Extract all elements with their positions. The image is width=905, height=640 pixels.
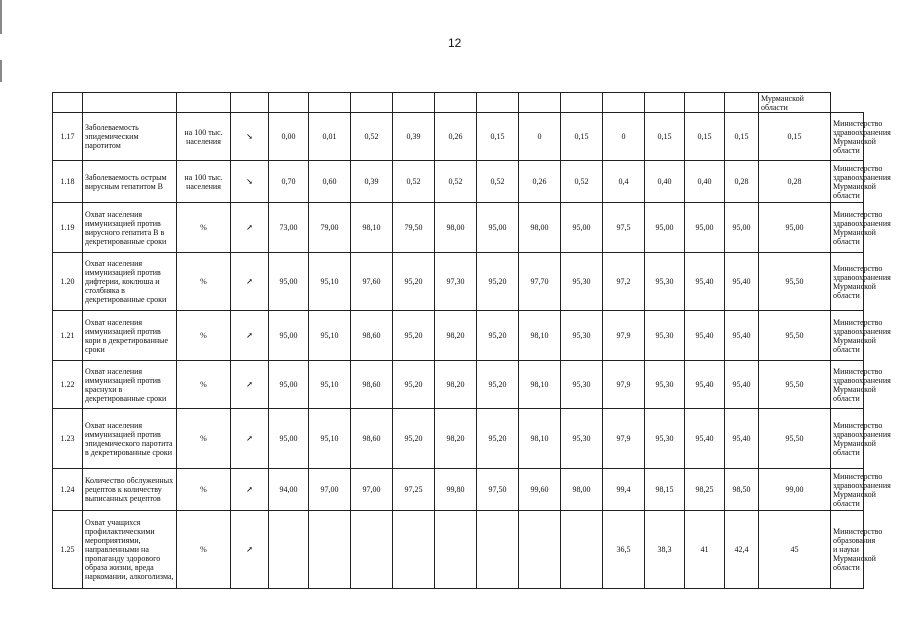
value-cell: 97,9 (603, 361, 645, 409)
value-cell: 98,10 (519, 311, 561, 361)
value-cell: 0,70 (269, 161, 309, 203)
value-cell: 98,60 (351, 361, 393, 409)
row-number-cell: 1.17 (53, 113, 83, 161)
value-cell: 98,20 (435, 311, 477, 361)
value-cell: 97,50 (477, 469, 519, 511)
value-cell: 95,30 (645, 361, 685, 409)
table-cell (477, 93, 519, 113)
value-cell: 0,4 (603, 161, 645, 203)
responsible-cell: Министерство здравоохранения Мурманской области (831, 253, 864, 311)
value-cell: 99,4 (603, 469, 645, 511)
responsible-cell: Мурманской области (759, 93, 831, 113)
table-row (53, 161, 864, 203)
value-cell: 0,15 (477, 113, 519, 161)
trend-arrow-icon: ↗ (231, 361, 269, 409)
value-cell: 0,00 (269, 113, 309, 161)
unit-cell: % (177, 203, 231, 253)
value-cell: 98,00 (561, 469, 603, 511)
row-number-cell: 1.18 (53, 161, 83, 203)
value-cell: 0,52 (561, 161, 603, 203)
indicator-name-cell: Охват населения иммунизацией против вирусного гепатита В в декретированные сроки (83, 203, 177, 253)
value-cell: 98,00 (435, 203, 477, 253)
table-cell (309, 93, 351, 113)
responsible-cell: Министерство здравоохранения Мурманской области (831, 409, 864, 469)
indicator-name-cell: Охват населения иммунизацией против дифтерии, коклюша и столбняка в декретированные сроки (83, 253, 177, 311)
value-cell: 0,28 (725, 161, 759, 203)
value-cell (435, 511, 477, 589)
value-cell: 98,10 (519, 361, 561, 409)
value-cell: 0,39 (393, 113, 435, 161)
value-cell: 95,20 (477, 409, 519, 469)
value-cell: 0,52 (477, 161, 519, 203)
value-cell: 95,00 (561, 203, 603, 253)
table-row (53, 253, 864, 311)
value-cell (519, 511, 561, 589)
value-cell: 0,60 (309, 161, 351, 203)
indicator-name-cell: Количество обслуженных рецептов к количеству выписанных рецептов (83, 469, 177, 511)
value-cell: 95,40 (725, 361, 759, 409)
value-cell: 98,10 (519, 409, 561, 469)
value-cell (351, 511, 393, 589)
value-cell: 98,10 (351, 203, 393, 253)
unit-cell: на 100 тыс. населения (177, 161, 231, 203)
value-cell: 79,50 (393, 203, 435, 253)
unit-cell: % (177, 311, 231, 361)
value-cell: 98,60 (351, 311, 393, 361)
value-cell: 95,20 (393, 311, 435, 361)
value-cell: 99,80 (435, 469, 477, 511)
responsible-cell: Министерство здравоохранения Мурманской области (831, 203, 864, 253)
unit-cell: % (177, 469, 231, 511)
indicators-table (52, 92, 891, 589)
row-number-cell: 1.19 (53, 203, 83, 253)
value-cell (309, 511, 351, 589)
value-cell: 95,10 (309, 361, 351, 409)
indicator-name-cell: Охват населения иммунизацией против эпидемического паротита в декретированные сроки (83, 409, 177, 469)
value-cell: 97,00 (351, 469, 393, 511)
value-cell: 0,26 (435, 113, 477, 161)
value-cell: 95,00 (269, 311, 309, 361)
responsible-cell: Министерство здравоохранения Мурманской области (831, 113, 864, 161)
responsible-cell: Министерство здравоохранения Мурманской области (831, 361, 864, 409)
value-cell (477, 511, 519, 589)
value-cell: 0,26 (519, 161, 561, 203)
table-row (53, 361, 864, 409)
value-cell: 41 (685, 511, 725, 589)
indicator-name-cell: Заболеваемость острым вирусным гепатитом В (83, 161, 177, 203)
table-cell (561, 93, 603, 113)
responsible-cell: Министерство здравоохранения Мурманской области (831, 311, 864, 361)
value-cell: 95,30 (561, 253, 603, 311)
value-cell: 98,20 (435, 409, 477, 469)
responsible-cell: Министерство образования и науки Мурманской области (831, 511, 864, 589)
value-cell: 97,30 (435, 253, 477, 311)
value-cell: 0,15 (561, 113, 603, 161)
value-cell: 98,60 (351, 409, 393, 469)
value-cell: 97,70 (519, 253, 561, 311)
table-row (53, 469, 864, 511)
responsible-cell: Министерство здравоохранения Мурманской области (831, 161, 864, 203)
indicator-name-cell: Заболеваемость эпидемическим паротитом (83, 113, 177, 161)
value-cell: 95,30 (561, 311, 603, 361)
unit-cell: % (177, 361, 231, 409)
value-cell: 95,00 (759, 203, 831, 253)
unit-cell: % (177, 511, 231, 589)
unit-cell: на 100 тыс. населения (177, 113, 231, 161)
value-cell: 97,60 (351, 253, 393, 311)
value-cell: 0,15 (759, 113, 831, 161)
trend-arrow-icon: ↗ (231, 409, 269, 469)
value-cell: 95,10 (309, 311, 351, 361)
value-cell: 95,40 (685, 361, 725, 409)
trend-arrow-icon: ↗ (231, 311, 269, 361)
scan-edge-mark-top (0, 0, 2, 34)
row-number-cell: 1.20 (53, 253, 83, 311)
value-cell: 95,40 (685, 311, 725, 361)
value-cell: 0,01 (309, 113, 351, 161)
indicator-name-cell: Охват населения иммунизацией против кори в декретированные сроки (83, 311, 177, 361)
value-cell: 97,9 (603, 409, 645, 469)
value-cell: 36,5 (603, 511, 645, 589)
value-cell: 99,00 (759, 469, 831, 511)
table-cell (231, 93, 269, 113)
table-header-row (53, 93, 864, 113)
row-number-cell: 1.22 (53, 361, 83, 409)
value-cell: 0,40 (645, 161, 685, 203)
value-cell: 0,52 (393, 161, 435, 203)
value-cell: 0,28 (759, 161, 831, 203)
value-cell: 95,30 (645, 253, 685, 311)
table-cell (603, 93, 645, 113)
table-row (53, 409, 864, 469)
table-cell (645, 93, 685, 113)
trend-arrow-icon: ↘ (231, 113, 269, 161)
value-cell: 99,60 (519, 469, 561, 511)
value-cell: 0,15 (645, 113, 685, 161)
value-cell: 0,15 (685, 113, 725, 161)
value-cell: 95,00 (725, 203, 759, 253)
value-cell: 95,20 (393, 409, 435, 469)
trend-arrow-icon: ↗ (231, 253, 269, 311)
table-cell (435, 93, 477, 113)
value-cell: 95,30 (561, 409, 603, 469)
value-cell: 97,25 (393, 469, 435, 511)
value-cell: 95,50 (759, 361, 831, 409)
value-cell (269, 511, 309, 589)
value-cell: 45 (759, 511, 831, 589)
table-cell (177, 93, 231, 113)
value-cell: 95,10 (309, 409, 351, 469)
value-cell: 95,00 (269, 409, 309, 469)
value-cell: 42,4 (725, 511, 759, 589)
page-number: 12 (448, 36, 462, 50)
value-cell: 0,52 (435, 161, 477, 203)
table-cell (269, 93, 309, 113)
table-row (53, 113, 864, 161)
value-cell: 95,40 (685, 409, 725, 469)
responsible-cell: Министерство здравоохранения Мурманской области (831, 469, 864, 511)
value-cell: 95,10 (309, 253, 351, 311)
scan-edge-mark-mid (0, 60, 2, 82)
value-cell: 38,3 (645, 511, 685, 589)
value-cell: 95,40 (725, 253, 759, 311)
table-cell (685, 93, 725, 113)
trend-arrow-icon: ↗ (231, 469, 269, 511)
value-cell: 95,30 (561, 361, 603, 409)
value-cell: 0,52 (351, 113, 393, 161)
value-cell: 0,39 (351, 161, 393, 203)
value-cell: 95,50 (759, 253, 831, 311)
trend-arrow-icon: ↗ (231, 203, 269, 253)
table-cell (519, 93, 561, 113)
table-row (53, 311, 864, 361)
row-number-cell: 1.25 (53, 511, 83, 589)
unit-cell: % (177, 253, 231, 311)
value-cell: 95,40 (685, 253, 725, 311)
value-cell: 95,20 (477, 311, 519, 361)
table-cell (53, 93, 83, 113)
unit-cell: % (177, 409, 231, 469)
value-cell: 79,00 (309, 203, 351, 253)
value-cell: 95,20 (393, 361, 435, 409)
value-cell: 0 (519, 113, 561, 161)
value-cell: 98,20 (435, 361, 477, 409)
value-cell: 95,20 (477, 361, 519, 409)
value-cell: 97,9 (603, 311, 645, 361)
value-cell: 98,25 (685, 469, 725, 511)
value-cell: 95,40 (725, 409, 759, 469)
indicator-name-cell: Охват учащихся профилактическими мероприятиями, направленными на пропаганду здорового образа жизни, вреда наркомании, алкоголизма, (83, 511, 177, 589)
indicator-name-cell: Охват населения иммунизацией против краснухи в декретированные сроки (83, 361, 177, 409)
value-cell: 97,2 (603, 253, 645, 311)
row-number-cell: 1.21 (53, 311, 83, 361)
value-cell: 95,00 (269, 361, 309, 409)
value-cell: 95,30 (645, 311, 685, 361)
value-cell: 0,15 (725, 113, 759, 161)
trend-arrow-icon: ↘ (231, 161, 269, 203)
row-number-cell: 1.24 (53, 469, 83, 511)
value-cell: 95,40 (725, 311, 759, 361)
row-number-cell: 1.23 (53, 409, 83, 469)
value-cell: 95,00 (645, 203, 685, 253)
table-cell (725, 93, 759, 113)
table-row (53, 511, 864, 589)
value-cell: 95,00 (269, 253, 309, 311)
value-cell: 97,00 (309, 469, 351, 511)
value-cell: 95,20 (393, 253, 435, 311)
value-cell (393, 511, 435, 589)
value-cell (561, 511, 603, 589)
value-cell: 95,30 (645, 409, 685, 469)
value-cell: 97,5 (603, 203, 645, 253)
value-cell: 95,00 (477, 203, 519, 253)
value-cell: 0,40 (685, 161, 725, 203)
table-cell (351, 93, 393, 113)
table-cell (83, 93, 177, 113)
value-cell: 95,50 (759, 311, 831, 361)
table-cell (393, 93, 435, 113)
value-cell: 98,15 (645, 469, 685, 511)
value-cell: 98,50 (725, 469, 759, 511)
trend-arrow-icon: ↗ (231, 511, 269, 589)
value-cell: 73,00 (269, 203, 309, 253)
value-cell: 0 (603, 113, 645, 161)
value-cell: 95,00 (685, 203, 725, 253)
value-cell: 95,20 (477, 253, 519, 311)
table-row (53, 203, 864, 253)
value-cell: 94,00 (269, 469, 309, 511)
value-cell: 98,00 (519, 203, 561, 253)
value-cell: 95,50 (759, 409, 831, 469)
